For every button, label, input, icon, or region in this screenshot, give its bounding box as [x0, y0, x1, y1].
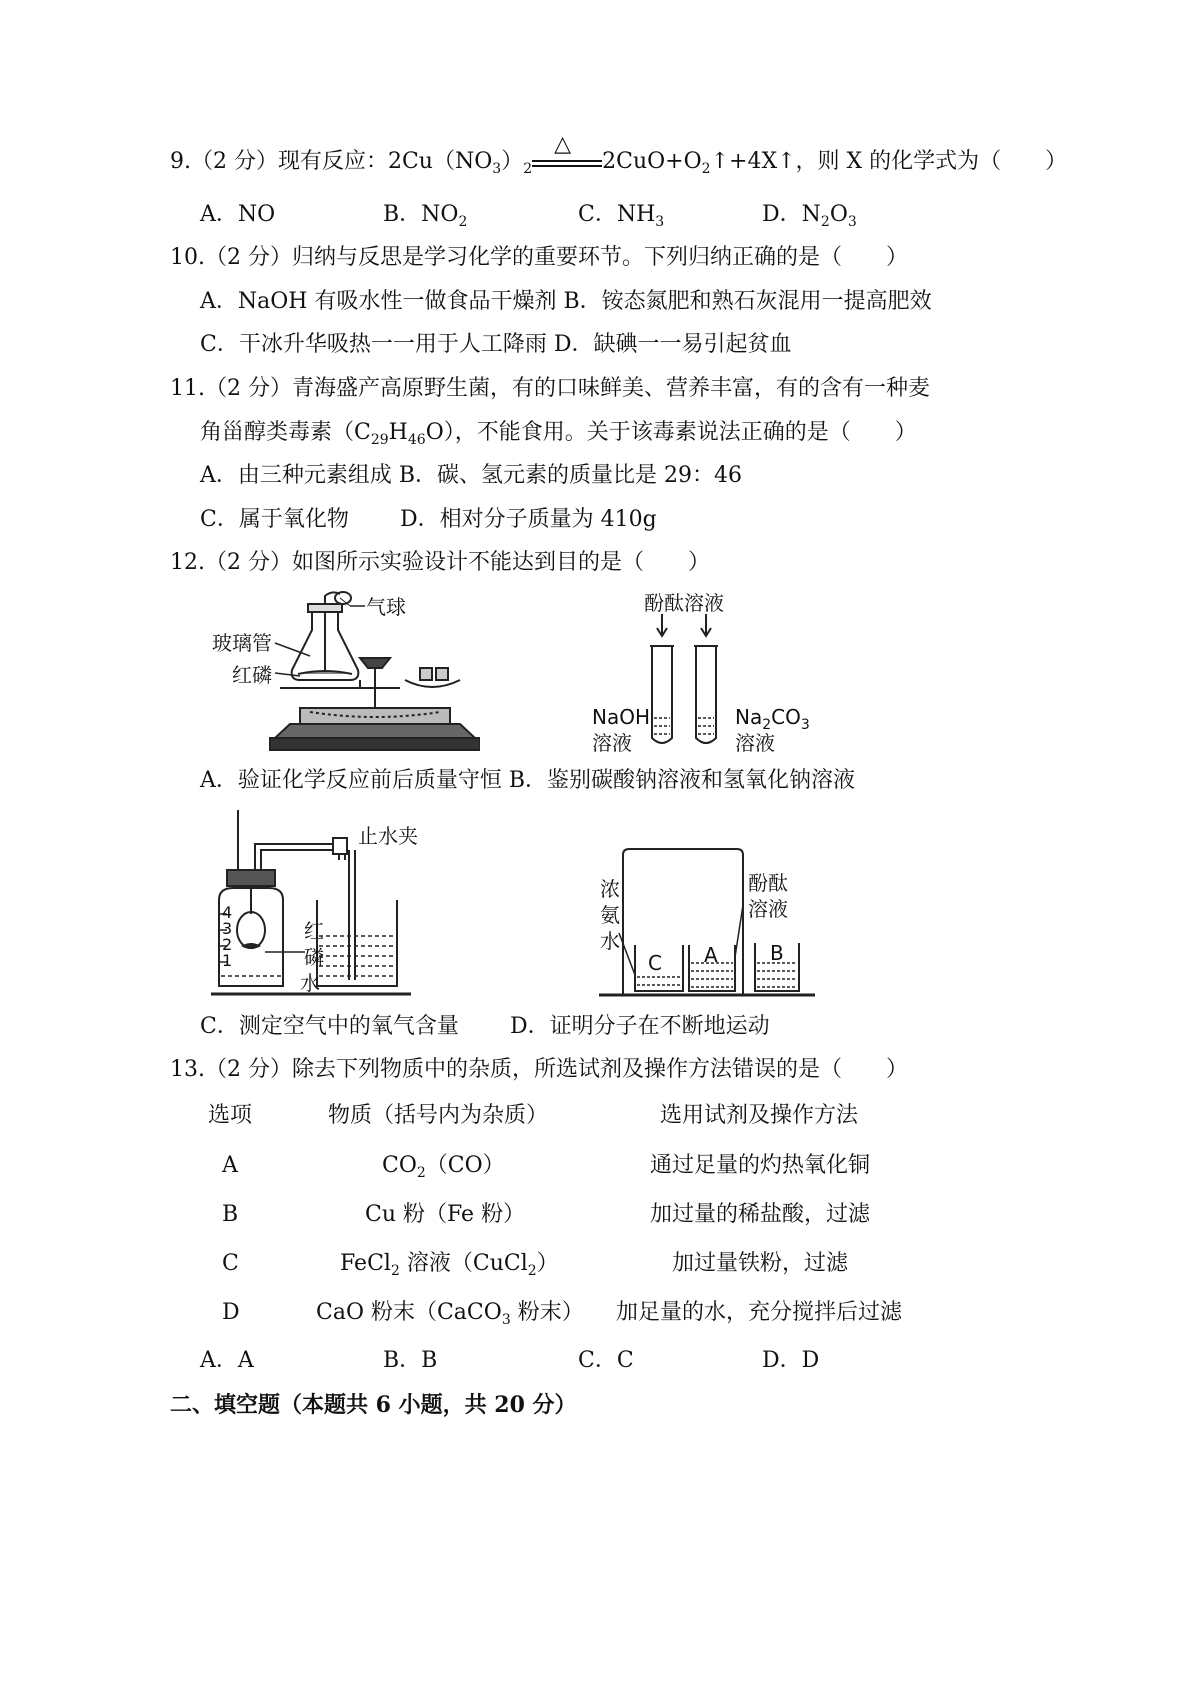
table-row-c-option: C	[222, 1251, 239, 1276]
table-row-b-substance: Cu 粉（Fe 粉）	[365, 1202, 526, 1227]
figure-c-mark-2: 2	[222, 935, 233, 954]
figure-c-mark-4: 4	[222, 903, 233, 922]
figure-b-naoh-solution-label: 溶液	[592, 731, 632, 755]
q9-option-c[interactable]: C．$NH_3$	[578, 202, 665, 230]
figure-b-na2co3-solution-label: 溶液	[735, 731, 775, 755]
figure-d-ammonia-label-3: 水	[600, 929, 620, 953]
q9-option-a[interactable]: A．NO	[200, 202, 276, 227]
figure-c-water-label: 水	[300, 971, 320, 995]
q13-option-d[interactable]: D．D	[762, 1348, 820, 1373]
table-row-b-option: B	[222, 1202, 239, 1227]
q9-stem: 9.（2 分）现有反应：$2Cu(NO_3)_2$ △ $2CuO+O_2↑+4X↑$，则 X 的化学式为（ ）	[170, 132, 1068, 177]
figure-b-indicator-label: 酚酞溶液	[644, 591, 724, 615]
q10-stem: 10.（2 分）归纳与反思是学习化学的重要环节。下列归纳正确的是（ ）	[170, 245, 908, 270]
q12-stem: 12.（2 分）如图所示实验设计不能达到目的是（ ）	[170, 550, 710, 575]
figure-a-phosphorus-label: 红磷	[232, 663, 272, 687]
table-row-a-method: 通过足量的灼热氧化铜	[650, 1153, 871, 1178]
table-row-d-option: D	[222, 1300, 240, 1325]
figure-b-na2co3-label: $Na_2CO_3$	[735, 705, 810, 733]
q11-stem-line1: 11.（2 分）青海盛产高原野生菌，有的口味鲜美、营养丰富，有的含有一种麦	[170, 376, 930, 401]
table-row-c-substance: FeCl$_2$ 溶液（CuCl$_2$）	[340, 1251, 559, 1279]
heat-condition: △	[532, 152, 602, 172]
table-header-option: 选项	[208, 1103, 253, 1128]
section-heading: 二、填空题（本题共 6 小题，共 20 分）	[170, 1392, 577, 1418]
figure-d-beaker-b-label: B	[770, 941, 784, 965]
figure-d-beaker-c-label: C	[648, 951, 662, 975]
q11-options-ab[interactable]: A．由三种元素组成 B．碳、氢元素的质量比是 29：46	[200, 463, 743, 488]
table-row-a-substance: $CO_2(CO)$	[382, 1153, 505, 1181]
figure-b-naoh-label: NaOH	[592, 705, 650, 729]
table-header-method: 选用试剂及操作方法	[660, 1103, 859, 1128]
figure-c-mark-3: 3	[222, 919, 233, 938]
figure-d-indicator-label-1: 酚酞	[748, 871, 788, 895]
q13-stem: 13.（2 分）除去下列物质中的杂质，所选试剂及操作方法错误的是（ ）	[170, 1057, 908, 1082]
q13-option-a[interactable]: A．A	[200, 1348, 254, 1373]
table-row-d-method: 加足量的水，充分搅拌后过滤	[616, 1300, 903, 1325]
q10-options-ab[interactable]: A．NaOH 有吸水性一做食品干燥剂 B．铵态氮肥和熟石灰混用一提高肥效	[200, 289, 932, 314]
q9-option-b[interactable]: B．$NO_2$	[383, 202, 468, 230]
q13-option-c[interactable]: C．C	[578, 1348, 634, 1373]
figure-d-indicator-label-2: 溶液	[748, 897, 788, 921]
figure-d-ammonia-label-1: 浓	[600, 877, 620, 901]
figure-c-mark-1: 1	[222, 951, 233, 970]
q11-stem-line2: 角甾醇类毒素$(C_{29}H_{46}O)$，不能食用。关于该毒素说法正确的是（ ）	[200, 420, 917, 448]
table-row-a-option: A	[222, 1153, 238, 1178]
q11-option-c[interactable]: C．属于氧化物	[200, 507, 349, 532]
q11-option-d[interactable]: D．相对分子质量为 410g	[400, 507, 657, 532]
table-row-b-method: 加过量的稀盐酸，过滤	[650, 1202, 871, 1227]
q12-option-d[interactable]: D．证明分子在不断地运动	[510, 1014, 770, 1039]
q12-option-c[interactable]: C．测定空气中的氧气含量	[200, 1014, 459, 1039]
table-header-substance: 物质（括号内为杂质）	[328, 1103, 549, 1128]
figure-d-ammonia-label-2: 氨	[600, 903, 620, 927]
figure-c-clamp-label: 止水夹	[358, 824, 418, 848]
figure-a-tube-label: 玻璃管	[212, 631, 272, 655]
table-row-d-substance: CaO 粉末（CaCO$_3$ 粉末）	[316, 1300, 584, 1328]
table-row-c-method: 加过量铁粉，过滤	[672, 1251, 849, 1276]
q12-caption-ab[interactable]: A．验证化学反应前后质量守恒 B．鉴别碳酸钠溶液和氢氧化钠溶液	[200, 768, 856, 793]
figure-c-red-label-1: 红	[304, 919, 324, 943]
q13-option-b[interactable]: B．B	[383, 1348, 438, 1373]
figure-c-red-label-2: 磷	[304, 945, 324, 969]
q10-options-cd[interactable]: C．干冰升华吸热一一用于人工降雨 D．缺碘一一易引起贫血	[200, 332, 792, 357]
figure-d-beaker-a-label: A	[704, 943, 718, 967]
q9-option-d[interactable]: D．$N_2O_3$	[762, 202, 857, 230]
figure-a-balloon-label: 气球	[366, 595, 406, 619]
